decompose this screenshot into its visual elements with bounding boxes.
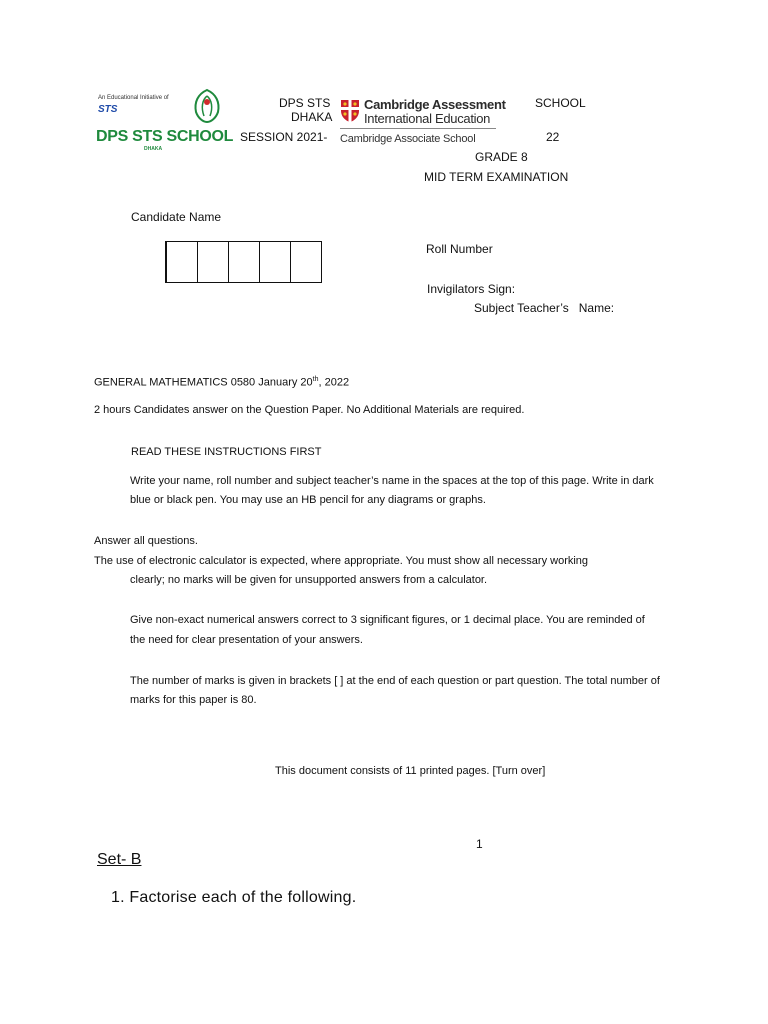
- subject-line-main: GENERAL MATHEMATICS 0580 January 20: [94, 376, 313, 389]
- roll-digit-box[interactable]: [291, 242, 321, 282]
- invigilator-sign-label: Invigilators Sign:: [427, 282, 516, 296]
- exam-title: MID TERM EXAMINATION: [424, 170, 569, 184]
- question-1: 1. Factorise each of the following.: [111, 889, 357, 906]
- sts-mark: STS: [98, 104, 118, 115]
- header-title-part3: DHAKA: [291, 110, 333, 124]
- school-logo-city: DHAKA: [144, 146, 163, 152]
- instructions-heading: READ THESE INSTRUCTIONS FIRST: [131, 446, 322, 458]
- session-label: SESSION 2021-: [240, 130, 328, 144]
- pages-note: This document consists of 11 printed pages. [Turn over]: [275, 765, 546, 777]
- duration-line: 2 hours Candidates answer on the Question Paper. No Additional Materials are required.: [94, 404, 525, 416]
- instruction-p3-line1: The use of electronic calculator is expected, where appropriate. You must show all necessary working: [94, 555, 589, 567]
- instruction-p5-line2: marks for this paper is 80.: [130, 694, 257, 706]
- header-title-part1: DPS STS: [279, 96, 331, 110]
- set-label: Set- B: [97, 851, 142, 868]
- instruction-answer-all: Answer all questions.: [94, 535, 198, 547]
- instruction-p3-line2: clearly; no marks will be given for unsupported answers from a calculator.: [130, 574, 488, 586]
- cambridge-logo-line2: International Education: [364, 111, 491, 126]
- school-logo-tagline: An Educational Initiative of: [98, 95, 169, 101]
- roll-number-label: Roll Number: [426, 242, 493, 256]
- roll-digit-box[interactable]: [198, 242, 229, 282]
- header-title-part2: SCHOOL: [535, 96, 586, 110]
- page-number: 1: [476, 837, 483, 851]
- school-logo-name: DPS STS SCHOOL: [96, 128, 234, 145]
- candidate-name-label: Candidate Name: [131, 210, 222, 224]
- school-logo: [96, 88, 234, 152]
- subject-line: [94, 376, 349, 389]
- subject-line-year: , 2022: [318, 376, 350, 389]
- cambridge-logo-rule: [340, 128, 496, 129]
- instruction-p4-line1: Give non-exact numerical answers correct to 3 significant figures, or 1 decimal place. You are reminded of: [130, 614, 645, 626]
- instruction-p5-line1: The number of marks is given in brackets [ ] at the end of each question or part question. The total number of: [130, 675, 660, 687]
- dps-crest-icon: [190, 88, 224, 124]
- grade-label: GRADE 8: [475, 150, 528, 164]
- roll-digit-box[interactable]: [167, 242, 198, 282]
- instruction-p1-line2: blue or black pen. You may use an HB pencil for any diagrams or graphs.: [130, 494, 486, 506]
- cambridge-logo-line3: Cambridge Associate School: [340, 133, 476, 145]
- cambridge-shield-icon: [340, 99, 360, 123]
- roll-number-boxes[interactable]: [165, 241, 322, 283]
- session-suffix: 22: [546, 130, 560, 144]
- cambridge-logo-line1: Cambridge Assessment: [364, 97, 506, 112]
- subject-line-sup: th: [312, 376, 319, 383]
- instruction-p4-line2: the need for clear presentation of your answers.: [130, 634, 363, 646]
- subject-teacher-label: Subject Teacher’s Name:: [474, 301, 615, 315]
- roll-digit-box[interactable]: [229, 242, 260, 282]
- instruction-p1-line1: Write your name, roll number and subject teacher’s name in the spaces at the top of this page. Write in dark: [130, 475, 654, 487]
- cambridge-logo: [340, 97, 506, 149]
- roll-digit-box[interactable]: [260, 242, 291, 282]
